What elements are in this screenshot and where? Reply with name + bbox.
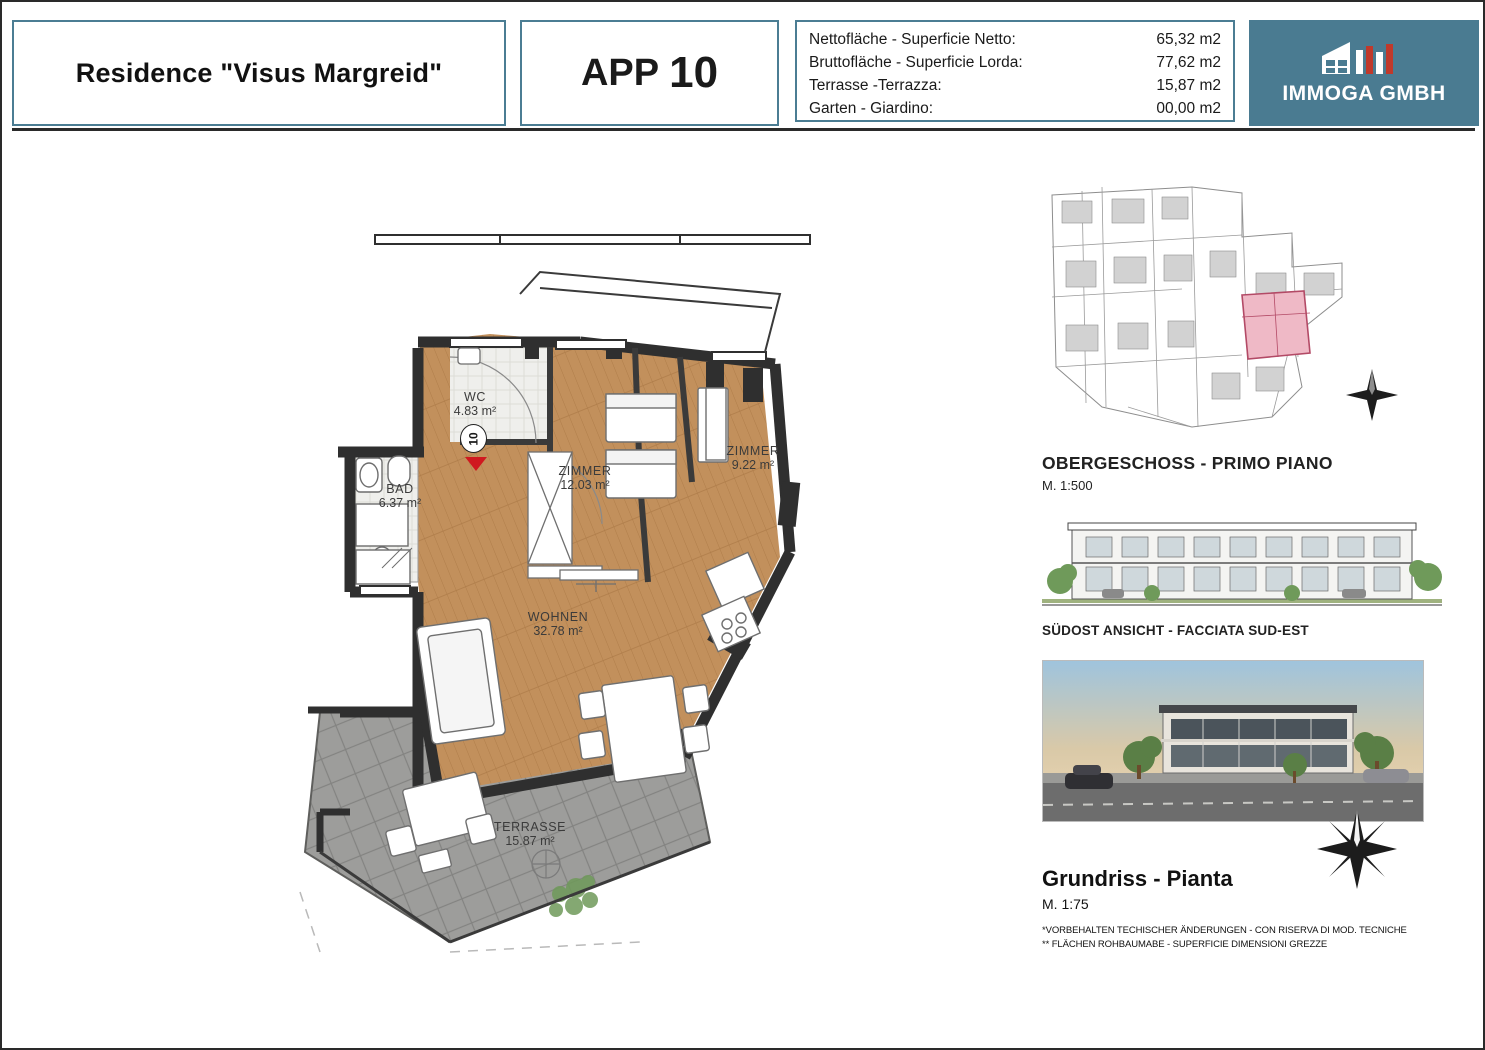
room-area: 6.37 m² — [378, 496, 422, 510]
note-line-1: *VORBEHALTEN TECHISCHER ÄNDERUNGEN - CON RISERVA DI MOD. TECNICHE — [1042, 925, 1407, 936]
room-name: TERRASSE — [493, 820, 567, 834]
page-title: Residence "Visus Margreid" — [75, 57, 443, 88]
room-name: ZIMMER — [726, 444, 780, 458]
room-area: 15.87 m² — [505, 834, 555, 848]
company-logo-box — [1249, 20, 1479, 126]
residence-title-box — [12, 20, 506, 126]
room-area: 9.22 m² — [731, 458, 775, 472]
right-information-column — [1042, 177, 1462, 952]
building-rendering — [1042, 660, 1424, 822]
area-row — [809, 28, 1221, 51]
keyplan-caption: OBERGESCHOSS - PRIMO PIANO — [1042, 453, 1333, 473]
room-name: ZIMMER — [558, 464, 612, 478]
keyplan-diagram — [1042, 177, 1462, 447]
room-name: BAD — [386, 482, 414, 496]
room-area: 4.83 m² — [453, 404, 497, 418]
sheet-header — [12, 12, 1475, 130]
entrance-arrow-icon — [465, 457, 487, 471]
header-divider — [12, 128, 1475, 131]
disclaimer-notes — [1042, 924, 1462, 952]
floorplan-drawing — [20, 152, 1020, 1032]
elevation-drawing — [1042, 507, 1442, 617]
plan-caption-block — [1042, 866, 1462, 952]
area-label: Nettofläche - Superficie Netto: — [809, 31, 1016, 48]
grundriss-title: Grundriss - Pianta — [1042, 866, 1233, 891]
entrance-marker — [460, 424, 492, 472]
unit-number: 10 — [466, 431, 481, 446]
company-name: IMMOGA GMBH — [1282, 82, 1446, 105]
area-table — [795, 20, 1235, 122]
area-value: 65,32 m2 — [1156, 31, 1221, 48]
note-line-2: ** FLÄCHEN ROHBAUMABE - SUPERFICIE DIMENSIONI GREZZE — [1042, 939, 1328, 950]
area-label: Bruttofläche - Superficie Lorda: — [809, 54, 1023, 71]
room-area: 12.03 m² — [560, 478, 610, 492]
compass-icon — [1314, 806, 1400, 892]
area-value: 15,87 m2 — [1156, 77, 1221, 94]
area-row — [809, 97, 1221, 120]
unit-number-badge — [460, 424, 487, 453]
area-value: 00,00 m2 — [1156, 100, 1221, 117]
apartment-number-box — [520, 20, 779, 126]
elevation-caption: SÜDOST ANSICHT - FACCIATA SUD-EST — [1042, 623, 1309, 638]
area-label: Terrasse -Terrazza: — [809, 77, 942, 94]
app-label: APP — [580, 51, 660, 94]
immoga-logo-icon — [1316, 40, 1412, 80]
top-beam — [375, 235, 810, 244]
keyplan-scale: M. 1:500 — [1042, 478, 1093, 493]
app-number: 10 — [669, 48, 719, 97]
room-name: WOHNEN — [527, 610, 589, 624]
area-row — [809, 51, 1221, 74]
grundriss-scale: M. 1:75 — [1042, 896, 1089, 912]
room-name: WC — [463, 390, 487, 404]
area-label: Garten - Giardino: — [809, 100, 934, 117]
area-value: 77,62 m2 — [1156, 54, 1221, 71]
room-area: 32.78 m² — [533, 624, 583, 638]
area-row — [809, 74, 1221, 97]
